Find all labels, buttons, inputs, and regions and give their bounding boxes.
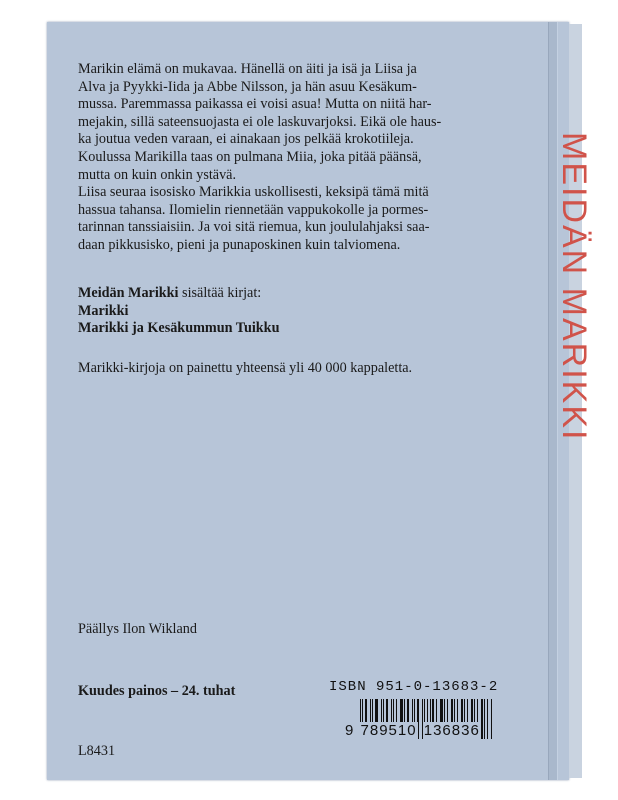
blurb [78, 61, 478, 255]
product-code: L8431 [78, 743, 116, 759]
barcode-prefix: 9 [345, 722, 355, 739]
print-count: Marikki-kirjoja on painettu yhteensä yli 40 000 kappaletta. [78, 360, 413, 376]
book-title: Marikki ja Kesäkummun Tuikku [78, 320, 280, 337]
blurb-line: ka joutua veden varaan, ei ainakaan jos pelkää krokotiileja. [78, 131, 414, 148]
spine-title: MEIDÄN MARIKKI [555, 132, 593, 442]
cover-credit: Päällys Ilon Wikland [78, 621, 197, 637]
blurb-line: mussa. Paremmassa paikassa ei voisi asua! Mutta on niitä har- [78, 96, 432, 113]
book-spine [555, 24, 593, 778]
barcode-left: 789510 [360, 722, 417, 739]
blurb-line: mutta on kuin onkin ystävä. [78, 166, 237, 183]
barcode-bar [481, 699, 483, 739]
blurb-line: daan pikkusisko, pieni ja punaposkinen kuin talviomena. [78, 236, 401, 253]
barcode-number [345, 722, 481, 739]
barcode-bar [487, 699, 488, 739]
book-title: Marikki [78, 302, 129, 319]
blurb-line: tarinnan tanssiaisiin. Ja voi sitä riemua, kun joululahjaksi saa- [78, 219, 430, 236]
series-list [78, 285, 279, 338]
barcode-bar [484, 699, 485, 739]
barcode-right: 136836 [423, 722, 480, 739]
isbn: ISBN 951-0-13683-2 [329, 679, 499, 695]
series-name: Meidän Marikki [78, 285, 179, 301]
blurb-line: Alva ja Pyykki-Iida ja Abbe Nilsson, ja hän asuu Kesäkum- [78, 78, 417, 95]
blurb-line: Koulussa Marikilla taas on pulmana Miia, joka pitää päänsä, [78, 148, 422, 165]
blurb-line: hassua tahansa. Ilomielin riennetään vappukokolle ja pormes- [78, 201, 429, 218]
blurb-line: mejakin, sillä sateensuojasta ei ole laskuvarjoksi. Eikä ole haus- [78, 113, 442, 130]
blurb-line: Marikin elämä on mukavaa. Hänellä on äiti ja isä ja Liisa ja [78, 61, 417, 77]
barcode-bar [491, 699, 492, 739]
series-intro: sisältää kirjat: [178, 285, 262, 301]
blurb-line: Liisa seuraa isosisko Marikkia uskollisesti, keksipä tämä mitä [78, 184, 429, 201]
edition: Kuudes painos – 24. tuhat [78, 683, 236, 699]
